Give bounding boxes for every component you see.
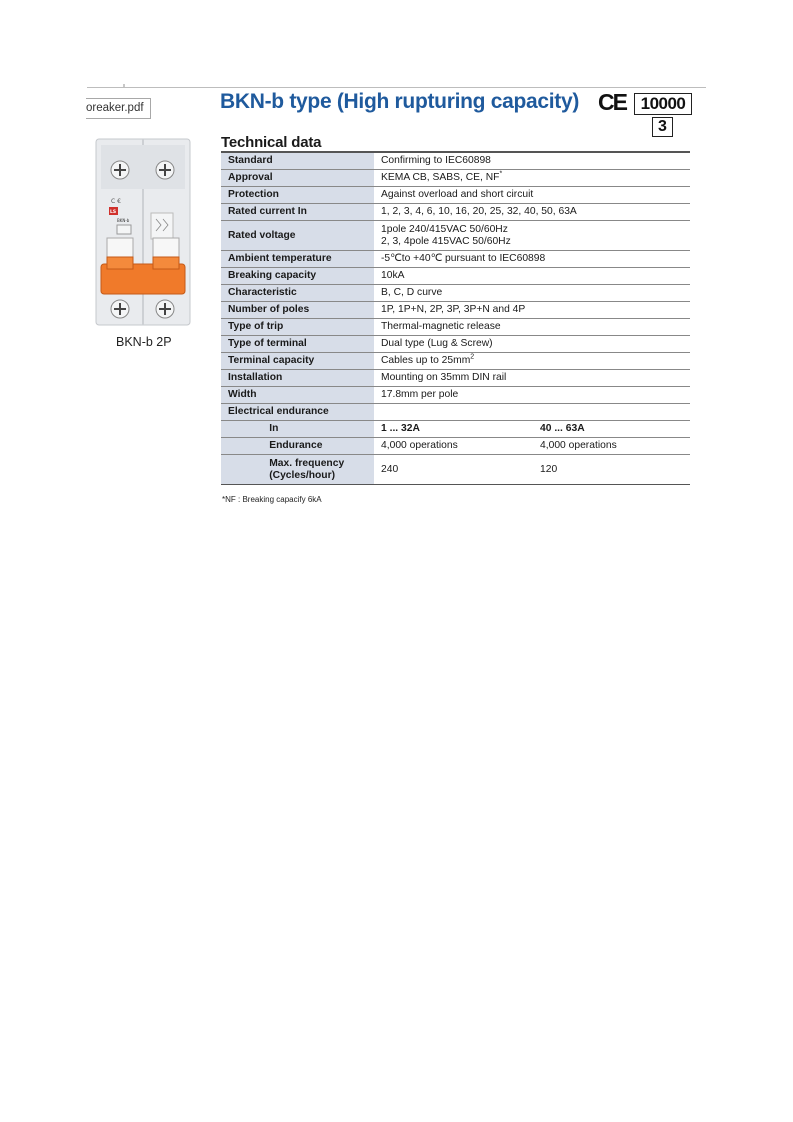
- approval-value: KEMA CB, SABS, CE, NF: [381, 172, 500, 183]
- row-label: Ambient temperature: [221, 251, 374, 268]
- row-label: Rated voltage: [221, 221, 374, 251]
- voltage-line-1: 1pole 240/415VAC 50/60Hz: [381, 223, 508, 235]
- row-label: Number of poles: [221, 302, 374, 319]
- table-row: [221, 319, 690, 336]
- row-value: Thermal-magnetic release: [374, 319, 690, 336]
- technical-data-table: [221, 153, 690, 485]
- table-row: [221, 336, 690, 353]
- indent-cell: [221, 455, 263, 485]
- sub-col-1: 4,000 operations: [374, 438, 533, 455]
- file-name-tab[interactable]: oreaker.pdf: [86, 98, 151, 119]
- row-label: Approval: [221, 170, 374, 187]
- row-label: Terminal capacity: [221, 353, 374, 370]
- row-value: -5℃to +40℃ pursuant to IEC60898: [374, 251, 690, 268]
- row-value: Against overload and short circuit: [374, 187, 690, 204]
- footnote-mark: *: [499, 170, 503, 178]
- row-value: Dual type (Lug & Screw): [374, 336, 690, 353]
- row-value: B, C, D curve: [374, 285, 690, 302]
- table-row: [221, 187, 690, 204]
- row-value: [374, 353, 690, 370]
- rating-box-breaking: 10000: [634, 93, 692, 115]
- table-row: [221, 285, 690, 302]
- row-label: Installation: [221, 370, 374, 387]
- product-label: BKN-b 2P: [116, 335, 172, 349]
- table-row: [221, 221, 690, 251]
- row-value: [374, 221, 690, 251]
- sub-col-2: 4,000 operations: [533, 438, 690, 455]
- sub-label: Endurance: [263, 438, 374, 455]
- row-value: 10kA: [374, 268, 690, 285]
- voltage-line-2: 2, 3, 4pole 415VAC 50/60Hz: [381, 235, 511, 247]
- row-value: 1, 2, 3, 4, 6, 10, 16, 20, 25, 32, 40, 50, 63A: [374, 204, 690, 221]
- row-label: Width: [221, 387, 374, 404]
- sub-col-2: 120: [533, 455, 690, 485]
- rating-box-class: 3: [652, 117, 673, 137]
- table-row: [221, 153, 690, 170]
- endurance-header-row: [221, 421, 690, 438]
- top-rule: [87, 87, 706, 88]
- table-row: [221, 268, 690, 285]
- row-value: Mounting on 35mm DIN rail: [374, 370, 690, 387]
- sub-col-1: 1 ... 32A: [374, 421, 533, 438]
- row-value: [374, 404, 690, 421]
- table-row: [221, 302, 690, 319]
- table-row: [221, 387, 690, 404]
- row-label: Protection: [221, 187, 374, 204]
- footnote: *NF : Breaking capacify 6kA: [222, 495, 322, 504]
- sub-label: [263, 455, 374, 485]
- ruler-tick: [123, 84, 125, 87]
- row-value: [374, 170, 690, 187]
- row-value: 17.8mm per pole: [374, 387, 690, 404]
- table-row: [221, 170, 690, 187]
- row-label: Type of terminal: [221, 336, 374, 353]
- row-label: Rated current In: [221, 204, 374, 221]
- table-row: [221, 204, 690, 221]
- svg-text:C €: C €: [111, 198, 121, 205]
- circuit-breaker-image: [93, 137, 193, 327]
- endurance-row: [221, 455, 690, 485]
- endurance-row: [221, 438, 690, 455]
- indent-cell: [221, 438, 263, 455]
- row-label: Type of trip: [221, 319, 374, 336]
- indent-cell: [221, 421, 263, 438]
- sub-label: In: [263, 421, 374, 438]
- sub-col-2: 40 ... 63A: [533, 421, 690, 438]
- table-row: [221, 353, 690, 370]
- row-label: Standard: [221, 153, 374, 170]
- sub-col-1: 240: [374, 455, 533, 485]
- freq-label-line-1: Max. frequency: [269, 457, 345, 469]
- model-mark: BKN-b: [117, 218, 130, 223]
- table-row: [221, 404, 690, 421]
- superscript-2: 2: [470, 353, 475, 361]
- row-label: Electrical endurance: [221, 404, 374, 421]
- ce-mark-icon: CE: [598, 89, 626, 115]
- row-value: 1P, 1P+N, 2P, 3P, 3P+N and 4P: [374, 302, 690, 319]
- terminal-capacity-value: Cables up to 25mm: [381, 355, 471, 366]
- table-row: [221, 251, 690, 268]
- table-row: [221, 370, 690, 387]
- freq-label-line-2: (Cycles/hour): [269, 469, 336, 481]
- page-title: BKN-b type (High rupturing capacity): [220, 90, 580, 113]
- section-title: Technical data: [221, 134, 322, 151]
- brand-logo: LS: [110, 210, 117, 215]
- row-label: Breaking capacity: [221, 268, 374, 285]
- row-label: Characteristic: [221, 285, 374, 302]
- row-value: Confirming to IEC60898: [374, 153, 690, 170]
